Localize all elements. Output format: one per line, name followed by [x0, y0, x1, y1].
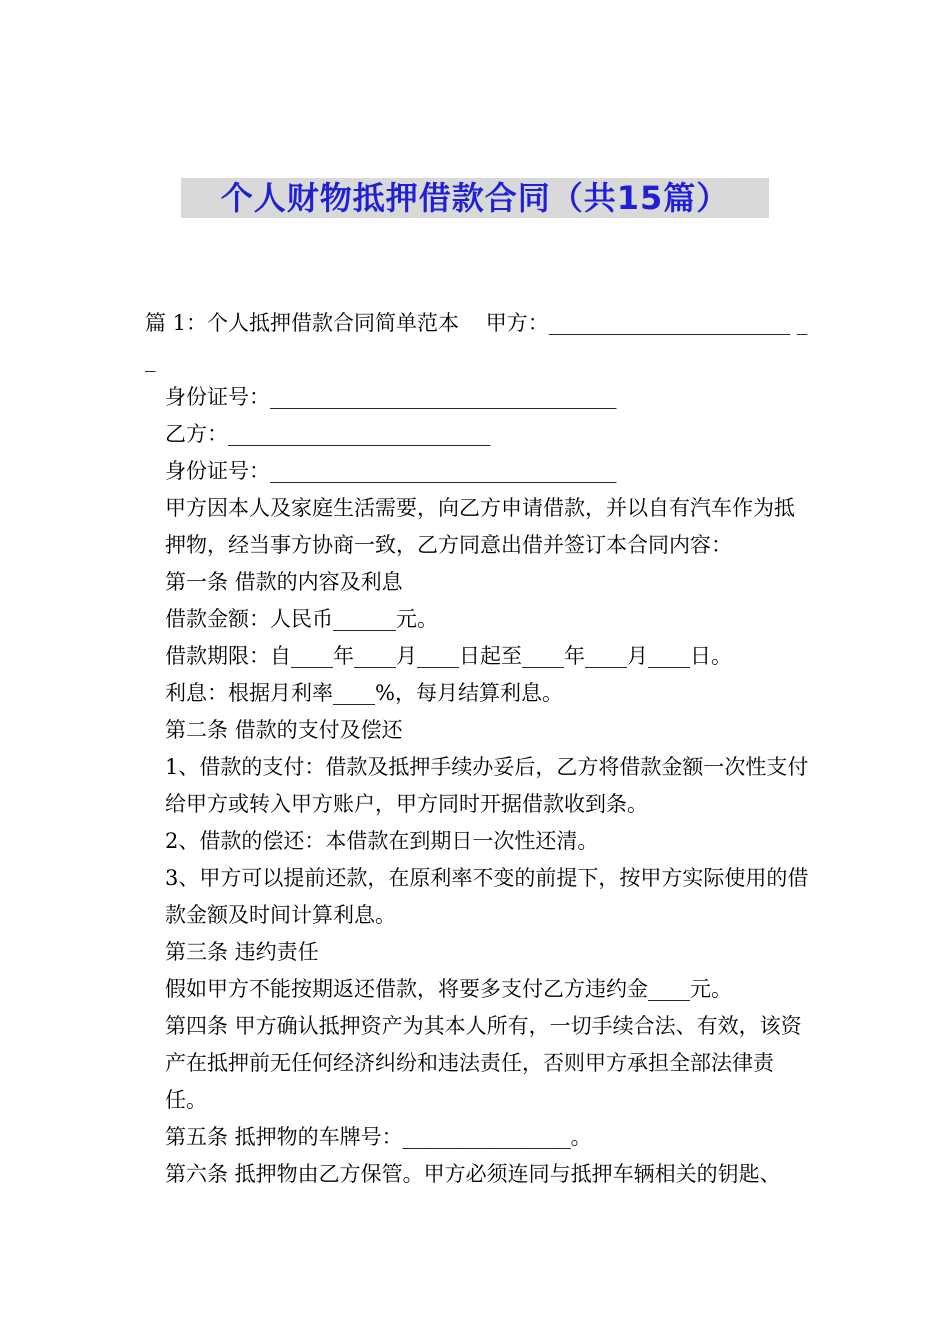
document-title: 个人财物抵押借款合同（共15篇）	[181, 178, 769, 218]
repayment-clause: 2、借款的偿还：本借款在到期日一次性还清。	[165, 829, 599, 853]
id-number-line-a: 身份证号：_________________________________	[165, 385, 617, 409]
article-4-paragraph: 第四条 甲方确认抵押资产为其本人所有，一切手续合法、有效，该资产在抵押前无任何经济纠纷和违法责任，否则甲方承担全部法律责任。	[165, 1014, 802, 1112]
payment-clause: 1、借款的支付：借款及抵押手续办妥后，乙方将借款金额一次性支付给甲方或转入甲方账户，甲方同时开据借款收到条。	[165, 755, 809, 816]
party-b-line: 乙方：_________________________	[165, 422, 491, 446]
loan-amount-line: 借款金额：人民币______元。	[165, 607, 438, 631]
article-3-heading: 第三条 违约责任	[165, 940, 319, 964]
id-number-line-b: 身份证号：_________________________________	[165, 459, 617, 483]
loan-term-line: 借款期限：自____年____月____日起至____年____月____日。	[165, 644, 732, 668]
article-6-line: 第六条 抵押物由乙方保管。甲方必须连同与抵押车辆相关的钥匙、	[165, 1162, 781, 1186]
contract-body	[145, 305, 810, 1193]
penalty-clause: 假如甲方不能按期返还借款，将要多支付乙方违约金____元。	[165, 977, 732, 1001]
article-5-line: 第五条 抵押物的车牌号：________________。	[165, 1125, 592, 1149]
early-repayment-clause: 3、甲方可以提前还款，在原利率不变的前提下，按甲方实际使用的借款金额及时间计算利息。	[165, 866, 809, 927]
section-heading-line: 篇 1：个人抵押借款合同简单范本 甲方：_______________________ __	[145, 311, 808, 372]
preamble-paragraph: 甲方因本人及家庭生活需要，向乙方申请借款，并以自有汽车作为抵押物，经当事方协商一致，乙方同意出借并签订本合同内容：	[165, 496, 795, 557]
article-2-heading: 第二条 借款的支付及偿还	[165, 718, 403, 742]
article-1-heading: 第一条 借款的内容及利息	[165, 570, 403, 594]
interest-line: 利息：根据月利率____%，每月结算利息。	[165, 681, 563, 705]
